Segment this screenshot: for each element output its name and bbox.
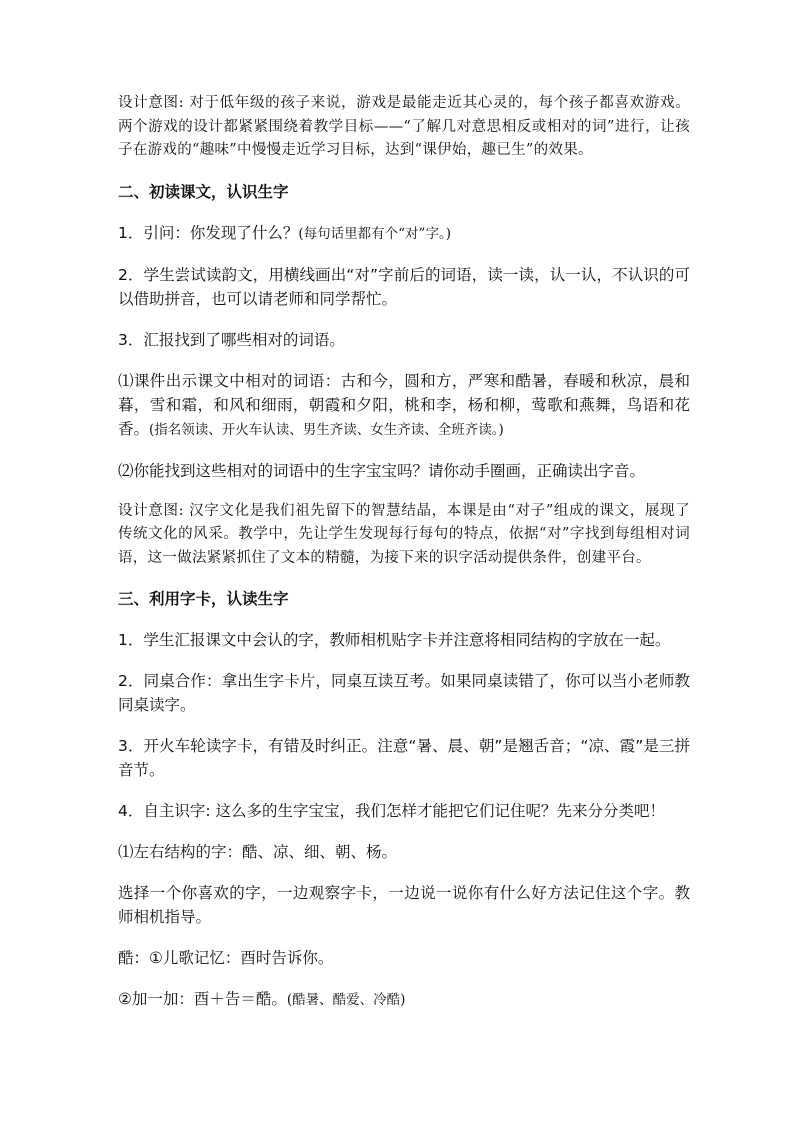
design-intent-label: 设计意图:: [118, 502, 184, 519]
step-1-question: [118, 221, 690, 246]
design-intent-paragraph-2: [118, 500, 690, 571]
step-3-paragraph: 3．汇报找到了哪些相对的词语。: [118, 330, 345, 349]
step-1-text: 1．引问：你发现了什么？: [118, 223, 299, 242]
card-step-3: 3．开火车轮读字卡，有错及时纠正。注意“暑、晨、朝”是翘舌音；“凉、霞”是三拼音节。: [118, 737, 690, 779]
word-pairs-note: (指名领读、开火车认读、男生齐读、女生齐读、全班齐读。): [149, 421, 504, 438]
card-step-4: 4．自主识字: 这么多的生字宝宝，我们怎样才能把它们记住呢？先来分分类吧！: [118, 802, 666, 820]
ku-add-text: ②加一加：酉＋告＝酷。: [118, 990, 287, 1008]
card-step-1: 1．学生汇报课文中会认的字，教师相机贴字卡并注意将相同结构的字放在一起。: [118, 631, 671, 649]
section-heading-3: 三、利用字卡，认读生字: [118, 590, 289, 608]
design-intent-text: 汉字文化是我们祖先留下的智慧结晶，本课是由“对子”组成的课文，展现了传统文化的风采。教学中，先让学生发现每行每句的特点，依据“对”字找到每组相对词语，这一做法紧紧抓住了文本的精髓，为接下来的识字活动提供条件，创建平台。: [118, 502, 690, 566]
step-2-paragraph: 2．学生尝试读韵文，用横线画出“对”字前后的词语，读一读，认一认，不认识的可以借助拼音，也可以请老师和同学帮忙。: [118, 265, 690, 308]
ku-add-method: [118, 987, 690, 1012]
card-step-2: 2．同桌合作：拿出生字卡片，同桌互读互考。如果同桌读错了，你可以当小老师教同桌读字。: [118, 672, 690, 714]
circle-characters-paragraph: ⑵你能找到这些相对的词语中的生字宝宝吗？请你动手圈画，正确读出字音。: [118, 461, 646, 480]
design-intent-paragraph-1: [118, 92, 690, 163]
document-page: [118, 92, 690, 1029]
design-intent-text: 对于低年级的孩子来说，游戏是最能走近其心灵的，每个孩子都喜欢游戏。两个游戏的设计都紧紧围绕着教学目标——“了解几对意思相反或相对的词”进行，让孩子在游戏的“趣味”中慢慢走近学习目标，达到“课伊始，趣已生”的效果。: [118, 95, 690, 158]
word-pairs-paragraph: [118, 369, 690, 442]
choose-character-paragraph: 选择一个你喜欢的字，一边观察字卡，一边说一说你有什么好方法记住这个字。教师相机指导。: [118, 884, 690, 926]
step-1-note: (每句话里都有个“对”字。): [298, 225, 451, 242]
section-heading-2: 二、初读课文，认识生字: [118, 182, 289, 201]
ku-rhyme-memory: 酷：①儿歌记忆：酉时告诉你。: [118, 949, 334, 967]
word-pairs-text: ⑴课件出示课文中相对的词语：古和今，圆和方，严寒和酷暑，春暖和秋凉，晨和暮，雪和霜，和风和细雨，朝霞和夕阳，桃和李，杨和柳，莺歌和燕舞，鸟语和花香。: [118, 371, 690, 438]
left-right-structure: ⑴左右结构的字：酷、凉、细、朝、杨。: [118, 843, 398, 861]
ku-add-note: (酷暑、酷爱、冷酷): [286, 992, 406, 1008]
design-intent-label: 设计意图:: [118, 95, 184, 111]
